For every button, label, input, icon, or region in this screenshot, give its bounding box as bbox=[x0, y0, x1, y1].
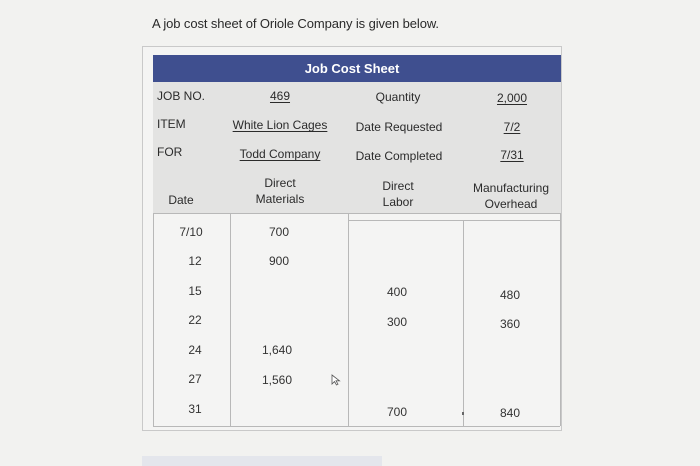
for-value: Todd Company bbox=[239, 147, 321, 161]
cost-grid bbox=[153, 213, 560, 427]
sheet-title: Job Cost Sheet bbox=[304, 61, 400, 76]
row-1-direct-materials: 700 bbox=[268, 225, 290, 239]
grid-line bbox=[230, 213, 231, 426]
row-5-direct-materials: 1,640 bbox=[261, 343, 293, 357]
quantity-label: Quantity bbox=[375, 90, 421, 104]
column-header-dl-line1: Direct bbox=[382, 179, 414, 193]
column-header-dl-line2: Labor bbox=[382, 195, 414, 209]
job-cost-sheet bbox=[142, 46, 562, 431]
grid-line bbox=[348, 220, 560, 221]
mouse-pointer-icon bbox=[331, 374, 341, 386]
column-header-manufacturing-overhead bbox=[473, 180, 549, 212]
for-label: FOR bbox=[157, 145, 183, 159]
row-3-manufacturing-overhead: 480 bbox=[499, 288, 521, 302]
row-6-date: 27 bbox=[188, 372, 202, 386]
date-requested-label: Date Requested bbox=[355, 120, 443, 134]
job-no-label: JOB NO. bbox=[157, 89, 206, 103]
date-completed-label: Date Completed bbox=[355, 149, 443, 163]
row-3-date: 15 bbox=[188, 284, 202, 298]
bottom-panel-edge bbox=[142, 456, 382, 466]
grid-line bbox=[560, 213, 561, 426]
date-completed-value: 7/31 bbox=[500, 148, 524, 162]
question-prompt: A job cost sheet of Oriole Company is given below. bbox=[152, 16, 439, 31]
grid-line bbox=[348, 213, 349, 426]
column-header-dm-line1: Direct bbox=[264, 176, 296, 190]
row-4-date: 22 bbox=[188, 313, 202, 327]
row-2-direct-materials: 900 bbox=[268, 254, 290, 268]
row-7-manufacturing-overhead: 840 bbox=[499, 406, 521, 420]
column-header-direct-labor bbox=[382, 178, 413, 210]
row-5-date: 24 bbox=[188, 343, 202, 357]
row-4-direct-labor: 300 bbox=[386, 315, 408, 329]
stray-mark bbox=[462, 412, 464, 415]
row-7-date: 31 bbox=[188, 402, 202, 416]
date-requested-value: 7/2 bbox=[503, 120, 521, 134]
column-header-mo-line1: Manufacturing bbox=[472, 181, 550, 195]
item-value: White Lion Cages bbox=[232, 118, 328, 132]
grid-line bbox=[153, 213, 154, 426]
quantity-value: 2,000 bbox=[496, 91, 528, 105]
sheet-header bbox=[153, 55, 561, 82]
column-header-direct-materials bbox=[256, 175, 305, 207]
job-no-value: 469 bbox=[269, 89, 291, 103]
row-7-direct-labor: 700 bbox=[386, 405, 408, 419]
row-1-date: 7/10 bbox=[179, 225, 203, 239]
row-4-manufacturing-overhead: 360 bbox=[499, 317, 521, 331]
item-label: ITEM bbox=[157, 117, 186, 131]
column-header-date: Date bbox=[168, 193, 194, 207]
column-header-dm-line2: Materials bbox=[255, 192, 305, 206]
column-header-mo-line2: Overhead bbox=[484, 197, 538, 211]
row-6-direct-materials: 1,560 bbox=[261, 373, 293, 387]
row-2-date: 12 bbox=[188, 254, 202, 268]
grid-line bbox=[463, 220, 464, 426]
row-3-direct-labor: 400 bbox=[386, 285, 408, 299]
